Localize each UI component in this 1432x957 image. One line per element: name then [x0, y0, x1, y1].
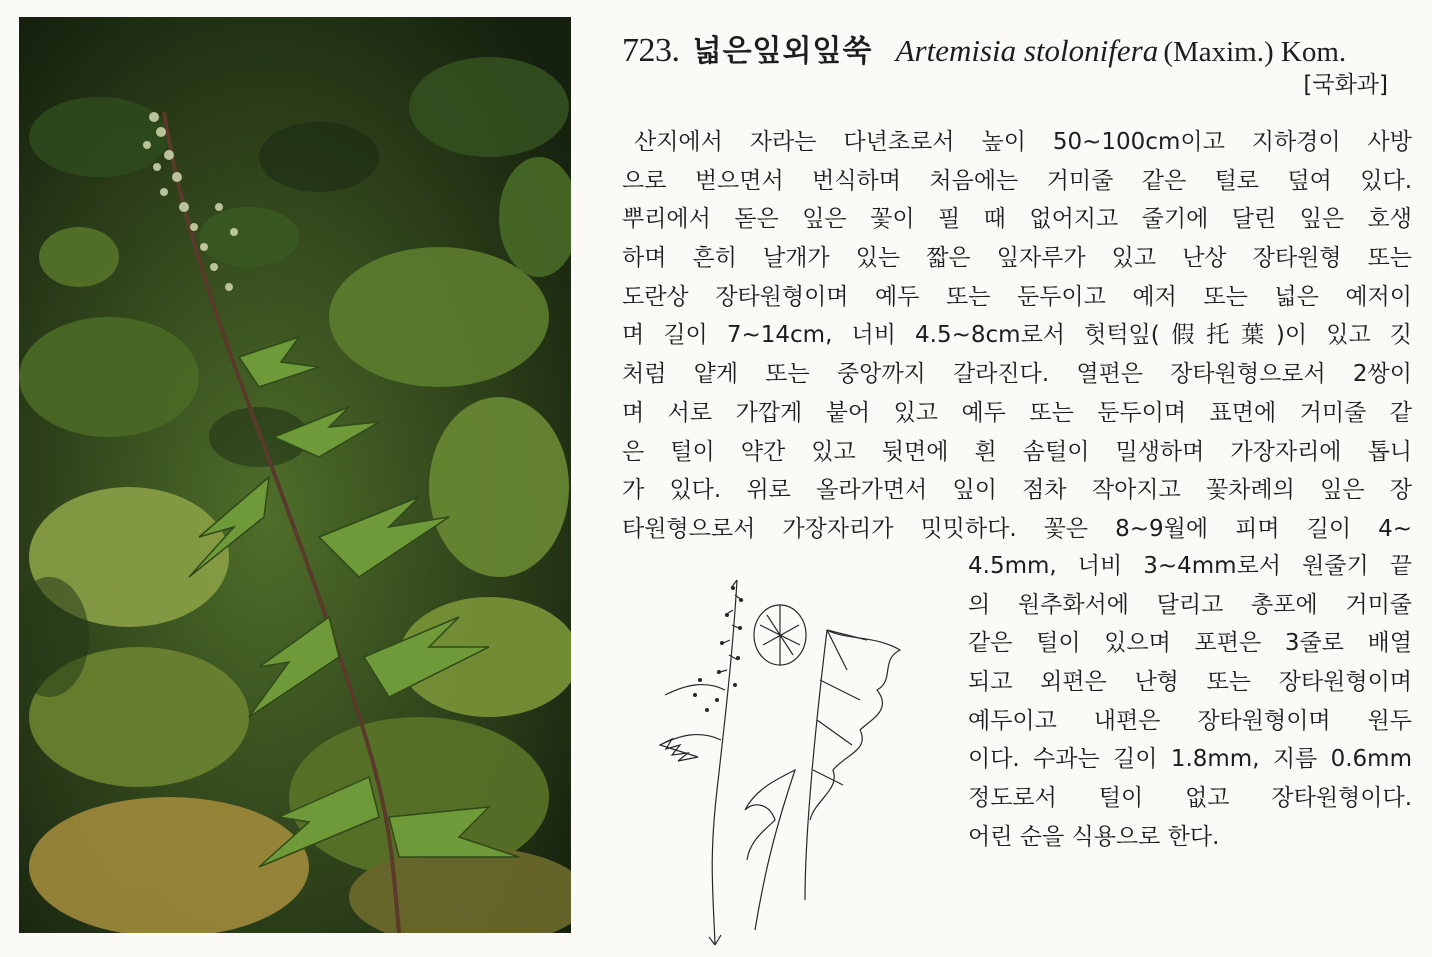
description-line: 예두이고 내편은 장타원형이며 원두: [968, 707, 1412, 734]
description-line: 으로 벋으면서 번식하며 처음에는 거미줄 같은 털로 덮여 있다.: [622, 167, 1412, 194]
scientific-name: Artemisia stolonifera: [895, 33, 1159, 68]
description-line: 하며 흔히 날개가 있는 짧은 잎자루가 있고 난상 장타원형 또는: [622, 245, 1412, 272]
description-line: 은 털이 약간 있고 뒷면에 흰 솜털이 밀생하며 가장자리에 톱니: [622, 438, 1412, 465]
description-line: 가 있다. 위로 올라가면서 잎이 점차 작아지고 꽃차례의 잎은 장: [622, 477, 1412, 504]
description-line: 이다. 수과는 길이 1.8mm, 지름 0.6mm: [968, 746, 1412, 773]
description-line: 되고 외편은 난형 또는 장타원형이며: [968, 669, 1412, 696]
entry-number: 723.: [622, 32, 680, 69]
description-line: 타원형으로서 가장자리가 밋밋하다. 꽃은 8~9월에 피며 길이 4~: [622, 515, 1412, 542]
description-main: [622, 123, 1412, 549]
description-line: 뿌리에서 돋은 잎은 꽃이 필 때 없어지고 줄기에 달린 잎은 호생: [622, 206, 1412, 233]
description-line: 도란상 장타원형이며 예두 또는 둔두이고 예저 또는 넓은 예저이: [622, 283, 1412, 310]
description-line: 4.5mm, 너비 3~4mm로서 원줄기 끝: [968, 553, 1412, 579]
korean-name: 넓은잎외잎쑥: [692, 34, 873, 69]
description-line: 정도로서 털이 없고 장타원형이다.: [968, 785, 1412, 812]
description-line: 처럼 얕게 또는 중앙까지 갈라진다. 열편은 장타원형으로서 2쌍이: [622, 361, 1412, 388]
plant-photo: [19, 17, 571, 933]
description-line: 같은 털이 있으며 포편은 3줄로 배열: [968, 630, 1412, 657]
botanical-line-drawing: [655, 570, 920, 950]
description-tail: [968, 547, 1412, 857]
description-line: 의 원추화서에 달리고 총포에 거미줄: [968, 591, 1412, 618]
family-name: [국화과]: [1303, 72, 1388, 98]
description-line: 며 서로 가깝게 붙어 있고 예두 또는 둔두이며 표면에 거미줄 같: [622, 399, 1412, 426]
description-line: 산지에서 자라는 다년초로서 높이 50~100cm이고 지하경이 사방: [634, 129, 1412, 155]
description-line: 며 길이 7~14cm, 너비 4.5~8cm로서 헛턱잎(假托葉)이 있고 깃: [622, 322, 1412, 349]
author-citation: (Maxim.) Kom.: [1163, 36, 1347, 68]
description-line: 어린 순을 식용으로 한다.: [968, 823, 1220, 850]
entry-header: [622, 26, 1412, 69]
